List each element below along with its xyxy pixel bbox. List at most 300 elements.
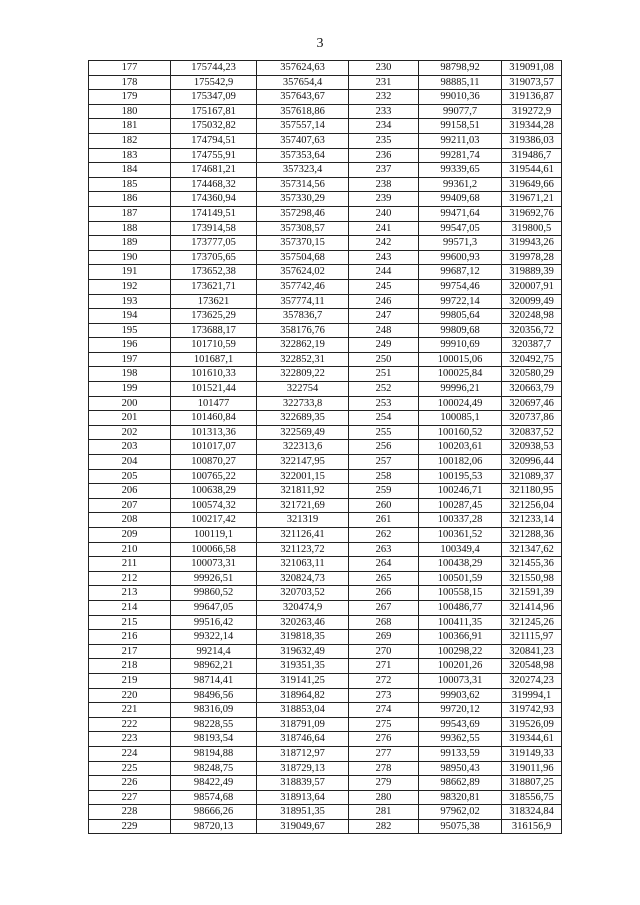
x-coordinate-right-cell: 100486,77 (419, 600, 502, 615)
x-coordinate-right-cell: 98662,89 (419, 776, 502, 791)
table-row (89, 790, 562, 805)
point-number-right-cell: 258 (349, 469, 419, 484)
point-number-left-cell: 187 (89, 206, 171, 221)
x-coordinate-right-cell: 99362,55 (419, 732, 502, 747)
x-coordinate-right-cell: 99133,59 (419, 746, 502, 761)
x-coordinate-left-cell: 173705,65 (171, 250, 257, 265)
y-coordinate-right-cell: 321089,37 (502, 469, 562, 484)
x-coordinate-left-cell: 98422,49 (171, 776, 257, 791)
table-row (89, 542, 562, 557)
x-coordinate-right-cell: 99339,65 (419, 163, 502, 178)
y-coordinate-left-cell: 357774,11 (257, 294, 349, 309)
x-coordinate-left-cell: 174360,94 (171, 192, 257, 207)
y-coordinate-right-cell: 321414,96 (502, 600, 562, 615)
point-number-right-cell: 260 (349, 498, 419, 513)
point-number-left-cell: 201 (89, 411, 171, 426)
table-row (89, 279, 562, 294)
x-coordinate-right-cell: 100361,52 (419, 528, 502, 543)
x-coordinate-right-cell: 100073,31 (419, 673, 502, 688)
y-coordinate-right-cell: 319091,08 (502, 61, 562, 76)
y-coordinate-right-cell: 320387,7 (502, 338, 562, 353)
x-coordinate-right-cell: 99547,05 (419, 221, 502, 236)
point-number-right-cell: 245 (349, 279, 419, 294)
point-number-right-cell: 278 (349, 761, 419, 776)
table-row (89, 586, 562, 601)
y-coordinate-right-cell: 320007,91 (502, 279, 562, 294)
point-number-left-cell: 211 (89, 557, 171, 572)
point-number-right-cell: 282 (349, 819, 419, 834)
y-coordinate-left-cell: 357370,15 (257, 236, 349, 251)
table-row (89, 221, 562, 236)
y-coordinate-right-cell: 321115,97 (502, 630, 562, 645)
point-number-left-cell: 215 (89, 615, 171, 630)
x-coordinate-right-cell: 100024,49 (419, 396, 502, 411)
table-row (89, 192, 562, 207)
table-row (89, 717, 562, 732)
x-coordinate-left-cell: 99647,05 (171, 600, 257, 615)
x-coordinate-left-cell: 98666,26 (171, 805, 257, 820)
point-number-left-cell: 213 (89, 586, 171, 601)
y-coordinate-right-cell: 319272,9 (502, 104, 562, 119)
point-number-left-cell: 203 (89, 440, 171, 455)
x-coordinate-right-cell: 100195,53 (419, 469, 502, 484)
y-coordinate-left-cell: 320263,46 (257, 615, 349, 630)
x-coordinate-right-cell: 99010,36 (419, 90, 502, 105)
point-number-right-cell: 234 (349, 119, 419, 134)
table-row (89, 732, 562, 747)
x-coordinate-right-cell: 97962,02 (419, 805, 502, 820)
table-row (89, 352, 562, 367)
y-coordinate-left-cell: 318951,35 (257, 805, 349, 820)
y-coordinate-left-cell: 318964,82 (257, 688, 349, 703)
y-coordinate-right-cell: 319800,5 (502, 221, 562, 236)
table-row (89, 133, 562, 148)
table-row (89, 206, 562, 221)
point-number-right-cell: 261 (349, 513, 419, 528)
x-coordinate-right-cell: 95075,38 (419, 819, 502, 834)
table-row (89, 250, 562, 265)
x-coordinate-left-cell: 98228,55 (171, 717, 257, 732)
y-coordinate-left-cell: 318746,64 (257, 732, 349, 747)
point-number-right-cell: 241 (349, 221, 419, 236)
point-number-left-cell: 205 (89, 469, 171, 484)
point-number-right-cell: 250 (349, 352, 419, 367)
y-coordinate-left-cell: 357407,63 (257, 133, 349, 148)
y-coordinate-right-cell: 319978,28 (502, 250, 562, 265)
y-coordinate-right-cell: 321233,14 (502, 513, 562, 528)
x-coordinate-right-cell: 99361,2 (419, 177, 502, 192)
x-coordinate-right-cell: 100287,45 (419, 498, 502, 513)
x-coordinate-left-cell: 98714,41 (171, 673, 257, 688)
point-number-left-cell: 228 (89, 805, 171, 820)
point-number-right-cell: 249 (349, 338, 419, 353)
y-coordinate-right-cell: 319742,93 (502, 703, 562, 718)
table-row (89, 104, 562, 119)
point-number-right-cell: 266 (349, 586, 419, 601)
x-coordinate-right-cell: 99720,12 (419, 703, 502, 718)
table-row (89, 644, 562, 659)
table-row (89, 673, 562, 688)
point-number-right-cell: 267 (349, 600, 419, 615)
point-number-right-cell: 238 (349, 177, 419, 192)
y-coordinate-right-cell: 321591,39 (502, 586, 562, 601)
table-row (89, 367, 562, 382)
point-number-right-cell: 243 (349, 250, 419, 265)
point-number-right-cell: 257 (349, 455, 419, 470)
x-coordinate-right-cell: 100246,71 (419, 484, 502, 499)
y-coordinate-right-cell: 320663,79 (502, 382, 562, 397)
y-coordinate-left-cell: 357504,68 (257, 250, 349, 265)
point-number-left-cell: 216 (89, 630, 171, 645)
x-coordinate-left-cell: 98962,21 (171, 659, 257, 674)
point-number-right-cell: 281 (349, 805, 419, 820)
point-number-right-cell: 252 (349, 382, 419, 397)
x-coordinate-left-cell: 98193,54 (171, 732, 257, 747)
x-coordinate-right-cell: 99910,69 (419, 338, 502, 353)
x-coordinate-left-cell: 175347,09 (171, 90, 257, 105)
y-coordinate-right-cell: 319692,76 (502, 206, 562, 221)
table-row (89, 600, 562, 615)
point-number-left-cell: 224 (89, 746, 171, 761)
y-coordinate-right-cell: 319994,1 (502, 688, 562, 703)
point-number-right-cell: 269 (349, 630, 419, 645)
x-coordinate-right-cell: 100411,35 (419, 615, 502, 630)
y-coordinate-left-cell: 357624,63 (257, 61, 349, 76)
y-coordinate-left-cell: 318729,13 (257, 761, 349, 776)
x-coordinate-left-cell: 174681,21 (171, 163, 257, 178)
x-coordinate-left-cell: 173688,17 (171, 323, 257, 338)
point-number-left-cell: 185 (89, 177, 171, 192)
y-coordinate-left-cell: 318712,97 (257, 746, 349, 761)
table-row (89, 75, 562, 90)
table-row (89, 265, 562, 280)
table-row (89, 819, 562, 834)
table-row (89, 90, 562, 105)
point-number-right-cell: 236 (349, 148, 419, 163)
y-coordinate-right-cell: 320938,53 (502, 440, 562, 455)
point-number-right-cell: 233 (349, 104, 419, 119)
point-number-right-cell: 263 (349, 542, 419, 557)
table-row (89, 455, 562, 470)
point-number-right-cell: 231 (349, 75, 419, 90)
y-coordinate-left-cell: 357643,67 (257, 90, 349, 105)
x-coordinate-right-cell: 100558,15 (419, 586, 502, 601)
y-coordinate-left-cell: 322809,22 (257, 367, 349, 382)
table-row (89, 484, 562, 499)
table-row (89, 382, 562, 397)
table-row (89, 338, 562, 353)
table-row (89, 309, 562, 324)
x-coordinate-right-cell: 99754,46 (419, 279, 502, 294)
table-row (89, 425, 562, 440)
x-coordinate-left-cell: 175744,23 (171, 61, 257, 76)
point-number-right-cell: 251 (349, 367, 419, 382)
point-number-right-cell: 277 (349, 746, 419, 761)
y-coordinate-right-cell: 320248,98 (502, 309, 562, 324)
y-coordinate-right-cell: 318324,84 (502, 805, 562, 820)
x-coordinate-left-cell: 174755,91 (171, 148, 257, 163)
y-coordinate-left-cell: 322569,49 (257, 425, 349, 440)
y-coordinate-left-cell: 319818,35 (257, 630, 349, 645)
point-number-left-cell: 186 (89, 192, 171, 207)
x-coordinate-right-cell: 100337,28 (419, 513, 502, 528)
y-coordinate-left-cell: 319632,49 (257, 644, 349, 659)
point-number-right-cell: 255 (349, 425, 419, 440)
point-number-right-cell: 230 (349, 61, 419, 76)
x-coordinate-left-cell: 175542,9 (171, 75, 257, 90)
x-coordinate-right-cell: 99409,68 (419, 192, 502, 207)
point-number-left-cell: 195 (89, 323, 171, 338)
table-row (89, 659, 562, 674)
y-coordinate-right-cell: 319544,61 (502, 163, 562, 178)
point-number-left-cell: 188 (89, 221, 171, 236)
table-row (89, 323, 562, 338)
x-coordinate-left-cell: 98248,75 (171, 761, 257, 776)
y-coordinate-right-cell: 320548,98 (502, 659, 562, 674)
x-coordinate-right-cell: 99543,69 (419, 717, 502, 732)
y-coordinate-right-cell: 320841,23 (502, 644, 562, 659)
point-number-left-cell: 206 (89, 484, 171, 499)
y-coordinate-right-cell: 319011,96 (502, 761, 562, 776)
point-number-left-cell: 208 (89, 513, 171, 528)
y-coordinate-left-cell: 322733,8 (257, 396, 349, 411)
y-coordinate-left-cell: 320474,9 (257, 600, 349, 615)
x-coordinate-left-cell: 175167,81 (171, 104, 257, 119)
y-coordinate-right-cell: 320996,44 (502, 455, 562, 470)
point-number-left-cell: 183 (89, 148, 171, 163)
y-coordinate-right-cell: 319149,33 (502, 746, 562, 761)
x-coordinate-right-cell: 100203,61 (419, 440, 502, 455)
table-row (89, 557, 562, 572)
point-number-right-cell: 237 (349, 163, 419, 178)
coordinates-table (88, 60, 562, 834)
y-coordinate-left-cell: 318791,09 (257, 717, 349, 732)
table-row (89, 776, 562, 791)
y-coordinate-right-cell: 320737,86 (502, 411, 562, 426)
point-number-right-cell: 247 (349, 309, 419, 324)
y-coordinate-left-cell: 322313,6 (257, 440, 349, 455)
point-number-right-cell: 254 (349, 411, 419, 426)
y-coordinate-right-cell: 320099,49 (502, 294, 562, 309)
point-number-left-cell: 182 (89, 133, 171, 148)
y-coordinate-right-cell: 321180,95 (502, 484, 562, 499)
point-number-right-cell: 276 (349, 732, 419, 747)
x-coordinate-right-cell: 99158,51 (419, 119, 502, 134)
x-coordinate-left-cell: 99926,51 (171, 571, 257, 586)
point-number-right-cell: 259 (349, 484, 419, 499)
point-number-right-cell: 240 (349, 206, 419, 221)
y-coordinate-right-cell: 321245,26 (502, 615, 562, 630)
x-coordinate-right-cell: 99809,68 (419, 323, 502, 338)
page-number: 3 (316, 36, 324, 51)
point-number-right-cell: 279 (349, 776, 419, 791)
y-coordinate-left-cell: 320824,73 (257, 571, 349, 586)
y-coordinate-right-cell: 321347,62 (502, 542, 562, 557)
y-coordinate-left-cell: 321123,72 (257, 542, 349, 557)
y-coordinate-left-cell: 322147,95 (257, 455, 349, 470)
point-number-left-cell: 209 (89, 528, 171, 543)
y-coordinate-left-cell: 357618,86 (257, 104, 349, 119)
x-coordinate-right-cell: 100015,06 (419, 352, 502, 367)
y-coordinate-left-cell: 357330,29 (257, 192, 349, 207)
point-number-left-cell: 218 (89, 659, 171, 674)
table-row (89, 761, 562, 776)
table-row (89, 440, 562, 455)
x-coordinate-right-cell: 99687,12 (419, 265, 502, 280)
x-coordinate-right-cell: 100025,84 (419, 367, 502, 382)
point-number-right-cell: 256 (349, 440, 419, 455)
y-coordinate-right-cell: 320580,29 (502, 367, 562, 382)
y-coordinate-right-cell: 320697,46 (502, 396, 562, 411)
point-number-right-cell: 244 (349, 265, 419, 280)
x-coordinate-left-cell: 175032,82 (171, 119, 257, 134)
x-coordinate-left-cell: 99322,14 (171, 630, 257, 645)
point-number-right-cell: 248 (349, 323, 419, 338)
table-row (89, 163, 562, 178)
point-number-left-cell: 229 (89, 819, 171, 834)
table-row (89, 411, 562, 426)
y-coordinate-left-cell: 319351,35 (257, 659, 349, 674)
point-number-right-cell: 275 (349, 717, 419, 732)
point-number-left-cell: 227 (89, 790, 171, 805)
point-number-left-cell: 200 (89, 396, 171, 411)
y-coordinate-right-cell: 320492,75 (502, 352, 562, 367)
point-number-right-cell: 271 (349, 659, 419, 674)
point-number-left-cell: 190 (89, 250, 171, 265)
y-coordinate-right-cell: 319344,28 (502, 119, 562, 134)
x-coordinate-right-cell: 100349,4 (419, 542, 502, 557)
point-number-left-cell: 202 (89, 425, 171, 440)
x-coordinate-left-cell: 101477 (171, 396, 257, 411)
table-row (89, 119, 562, 134)
point-number-left-cell: 220 (89, 688, 171, 703)
point-number-right-cell: 253 (349, 396, 419, 411)
y-coordinate-left-cell: 321319 (257, 513, 349, 528)
point-number-right-cell: 242 (349, 236, 419, 251)
y-coordinate-left-cell: 319049,67 (257, 819, 349, 834)
table-row (89, 528, 562, 543)
table-row (89, 177, 562, 192)
point-number-left-cell: 217 (89, 644, 171, 659)
x-coordinate-right-cell: 99996,21 (419, 382, 502, 397)
x-coordinate-left-cell: 173625,29 (171, 309, 257, 324)
x-coordinate-right-cell: 98320,81 (419, 790, 502, 805)
point-number-left-cell: 178 (89, 75, 171, 90)
y-coordinate-left-cell: 322862,19 (257, 338, 349, 353)
x-coordinate-right-cell: 100085,1 (419, 411, 502, 426)
point-number-left-cell: 210 (89, 542, 171, 557)
point-number-left-cell: 214 (89, 600, 171, 615)
point-number-left-cell: 191 (89, 265, 171, 280)
x-coordinate-left-cell: 100638,29 (171, 484, 257, 499)
x-coordinate-right-cell: 98798,92 (419, 61, 502, 76)
y-coordinate-left-cell: 318913,64 (257, 790, 349, 805)
y-coordinate-left-cell: 318853,04 (257, 703, 349, 718)
point-number-right-cell: 273 (349, 688, 419, 703)
x-coordinate-left-cell: 100765,22 (171, 469, 257, 484)
table-row (89, 61, 562, 76)
y-coordinate-right-cell: 318556,75 (502, 790, 562, 805)
x-coordinate-left-cell: 101313,36 (171, 425, 257, 440)
point-number-left-cell: 226 (89, 776, 171, 791)
point-number-left-cell: 207 (89, 498, 171, 513)
table-row (89, 688, 562, 703)
x-coordinate-left-cell: 98574,68 (171, 790, 257, 805)
x-coordinate-left-cell: 174468,32 (171, 177, 257, 192)
x-coordinate-left-cell: 99516,42 (171, 615, 257, 630)
table-row (89, 236, 562, 251)
x-coordinate-left-cell: 173914,58 (171, 221, 257, 236)
x-coordinate-left-cell: 173652,38 (171, 265, 257, 280)
x-coordinate-right-cell: 100438,29 (419, 557, 502, 572)
point-number-left-cell: 221 (89, 703, 171, 718)
y-coordinate-right-cell: 321455,36 (502, 557, 562, 572)
x-coordinate-left-cell: 173777,05 (171, 236, 257, 251)
y-coordinate-left-cell: 322689,35 (257, 411, 349, 426)
y-coordinate-left-cell: 358176,76 (257, 323, 349, 338)
x-coordinate-right-cell: 99600,93 (419, 250, 502, 265)
y-coordinate-left-cell: 357654,4 (257, 75, 349, 90)
table-row (89, 615, 562, 630)
x-coordinate-right-cell: 98950,43 (419, 761, 502, 776)
y-coordinate-left-cell: 322852,31 (257, 352, 349, 367)
point-number-left-cell: 184 (89, 163, 171, 178)
table-row (89, 746, 562, 761)
point-number-right-cell: 272 (349, 673, 419, 688)
point-number-left-cell: 222 (89, 717, 171, 732)
x-coordinate-right-cell: 100366,91 (419, 630, 502, 645)
x-coordinate-left-cell: 98194,88 (171, 746, 257, 761)
point-number-left-cell: 198 (89, 367, 171, 382)
y-coordinate-left-cell: 321126,41 (257, 528, 349, 543)
point-number-left-cell: 223 (89, 732, 171, 747)
y-coordinate-right-cell: 319526,09 (502, 717, 562, 732)
point-number-right-cell: 268 (349, 615, 419, 630)
y-coordinate-right-cell: 319344,61 (502, 732, 562, 747)
x-coordinate-left-cell: 100870,27 (171, 455, 257, 470)
table-row (89, 513, 562, 528)
point-number-left-cell: 193 (89, 294, 171, 309)
y-coordinate-right-cell: 319649,66 (502, 177, 562, 192)
y-coordinate-left-cell: 319141,25 (257, 673, 349, 688)
x-coordinate-left-cell: 98496,56 (171, 688, 257, 703)
y-coordinate-right-cell: 319889,39 (502, 265, 562, 280)
y-coordinate-right-cell: 319386,03 (502, 133, 562, 148)
y-coordinate-left-cell: 321721,69 (257, 498, 349, 513)
x-coordinate-right-cell: 100182,06 (419, 455, 502, 470)
y-coordinate-right-cell: 319136,87 (502, 90, 562, 105)
x-coordinate-right-cell: 98885,11 (419, 75, 502, 90)
x-coordinate-left-cell: 174149,51 (171, 206, 257, 221)
y-coordinate-left-cell: 318839,57 (257, 776, 349, 791)
point-number-left-cell: 180 (89, 104, 171, 119)
y-coordinate-right-cell: 319671,21 (502, 192, 562, 207)
y-coordinate-left-cell: 357323,4 (257, 163, 349, 178)
x-coordinate-right-cell: 99077,7 (419, 104, 502, 119)
y-coordinate-left-cell: 357742,46 (257, 279, 349, 294)
y-coordinate-left-cell: 322001,15 (257, 469, 349, 484)
x-coordinate-left-cell: 101017,07 (171, 440, 257, 455)
point-number-right-cell: 239 (349, 192, 419, 207)
x-coordinate-right-cell: 99211,03 (419, 133, 502, 148)
x-coordinate-left-cell: 173621,71 (171, 279, 257, 294)
x-coordinate-right-cell: 100298,22 (419, 644, 502, 659)
y-coordinate-right-cell: 319943,26 (502, 236, 562, 251)
y-coordinate-left-cell: 357314,56 (257, 177, 349, 192)
point-number-right-cell: 264 (349, 557, 419, 572)
y-coordinate-right-cell: 321288,36 (502, 528, 562, 543)
y-coordinate-left-cell: 357308,57 (257, 221, 349, 236)
